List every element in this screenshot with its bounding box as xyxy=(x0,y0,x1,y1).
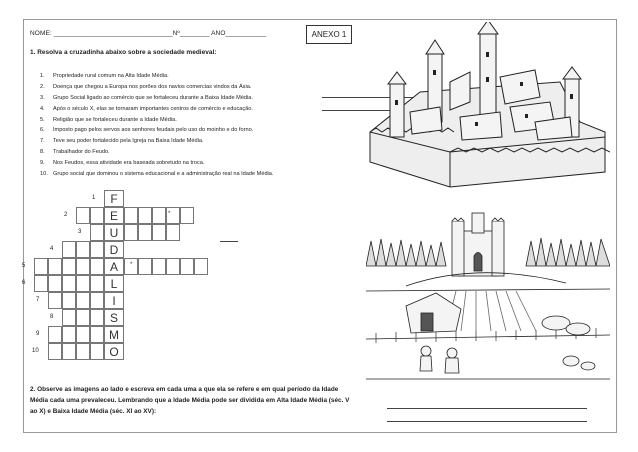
crossword-cell[interactable] xyxy=(48,275,62,292)
crossword-cell[interactable] xyxy=(90,309,104,326)
crossword-key-cell: A xyxy=(104,258,124,275)
crossword-cell[interactable] xyxy=(90,241,104,258)
clue-2: 2. Doença que chegou a Europa nos porões dos navios comercias vindos da Ásia. xyxy=(40,83,252,90)
name-line[interactable]: NOME: ________________________________Nº________ ANO___________ xyxy=(30,30,267,37)
walled-city-illustration xyxy=(360,22,610,190)
crossword-row-number: 10 xyxy=(32,348,39,354)
crossword-key-cell: F xyxy=(104,190,124,207)
anexo-label: ANEXO 1 xyxy=(306,25,352,44)
exercise-2-text: 2. Observe as imagens ao lado e escreva em cada uma a que ela se refere e em qual período da Idade Média cada uma prevaleceu. Lembrando que a Idade Média pode ser dividida em Alta Idade Média (séc. V ao X) e Baixa Idade Média (séc. XI ao XV): xyxy=(30,386,350,415)
crossword-cell[interactable] xyxy=(166,258,180,275)
crossword-cell[interactable] xyxy=(62,326,76,343)
crossword-key-cell: U xyxy=(104,224,124,241)
crossword-cell[interactable] xyxy=(138,224,152,241)
crossword-cell[interactable] xyxy=(62,292,76,309)
crossword-cell[interactable] xyxy=(62,309,76,326)
clue-list xyxy=(40,71,273,180)
clue-5: 5. Religião que se fortaleceu durante a Idade Média. xyxy=(40,116,177,123)
crossword-cell[interactable] xyxy=(124,224,138,241)
crossword-cell[interactable] xyxy=(138,258,152,275)
crossword-cell[interactable] xyxy=(48,343,62,360)
crossword-cell[interactable] xyxy=(62,241,76,258)
clue-3: 3. Grupo Social ligado ao comércio que se fortaleceu durante a Baixa Idade Média. xyxy=(40,94,253,101)
crossword-row-number: 2 xyxy=(64,212,68,218)
crossword-cell[interactable] xyxy=(48,292,62,309)
crossword-cell[interactable] xyxy=(62,343,76,360)
crossword-cell[interactable] xyxy=(90,292,104,309)
crossword-cell[interactable] xyxy=(180,207,194,224)
crossword-star-mark: * xyxy=(168,211,171,217)
crossword-cell[interactable] xyxy=(152,224,166,241)
crossword-cell[interactable] xyxy=(76,241,90,258)
answer-line-3[interactable] xyxy=(387,408,587,409)
crossword-row-number: 4 xyxy=(50,246,54,252)
crossword-cell[interactable] xyxy=(76,275,90,292)
crossword-cell[interactable] xyxy=(34,275,48,292)
crossword-cell[interactable] xyxy=(76,343,90,360)
crossword-row-number: 3 xyxy=(78,229,82,235)
crossword-key-cell: E xyxy=(104,207,124,224)
clue-1: 1. Propriedade rural comum na Alta Idade Média. xyxy=(40,73,169,79)
clue-7: 7. Teve seu poder fortalecido pela Igreja na Baixa Idade Média. xyxy=(40,138,204,145)
crossword-cell[interactable] xyxy=(152,258,166,275)
crossword-row-number: 8 xyxy=(50,314,54,320)
crossword-cell[interactable] xyxy=(34,258,48,275)
crossword-key-cell: S xyxy=(104,309,124,326)
crossword-cell[interactable] xyxy=(76,207,90,224)
crossword-cell[interactable] xyxy=(138,207,152,224)
crossword-cell[interactable] xyxy=(180,258,194,275)
crossword-extra-line xyxy=(220,241,238,242)
crossword-row-number: 5 xyxy=(22,263,26,269)
crossword-cell[interactable] xyxy=(194,258,208,275)
crossword-cell[interactable] xyxy=(76,258,90,275)
feudal-manor-illustration xyxy=(366,211,610,381)
crossword-cell[interactable] xyxy=(48,258,62,275)
clue-6: 6. Imposto pago pelos servos aos senhores feudais pelo uso do moinho e do forno. xyxy=(40,127,254,134)
crossword-cell[interactable] xyxy=(90,343,104,360)
clue-9: 9. Nos Feudos, essa atividade era baseada sobretudo na troca. xyxy=(40,160,205,167)
crossword-cell[interactable] xyxy=(90,207,104,224)
crossword-key-cell: L xyxy=(104,275,124,292)
crossword-row-number: 1 xyxy=(92,195,96,201)
clue-10: 10. Grupo social que dominou o sistema educacional e a administração real na Idade Média. xyxy=(40,171,274,178)
crossword-cell[interactable] xyxy=(90,224,104,241)
crossword-row-number: 6 xyxy=(22,280,26,286)
crossword-row-number: 9 xyxy=(36,331,40,337)
exercise-1-title: 1. Resolva a cruzadinha abaixo sobre a sociedade medieval: xyxy=(30,49,217,56)
crossword-cell[interactable] xyxy=(48,326,62,343)
crossword-key-cell: M xyxy=(104,326,124,343)
crossword-cell[interactable] xyxy=(62,275,76,292)
crossword-cell[interactable] xyxy=(76,292,90,309)
crossword-cell[interactable] xyxy=(152,207,166,224)
crossword-cell[interactable] xyxy=(166,224,180,241)
crossword-key-cell: O xyxy=(104,343,124,360)
clue-8: 8. Trabalhador do Feudo. xyxy=(40,149,110,156)
answer-line-4[interactable] xyxy=(387,421,587,422)
crossword-cell[interactable] xyxy=(90,258,104,275)
clue-4: 4. Após o século X, elas se tornaram importantes centros de comércio e educação. xyxy=(40,105,253,112)
crossword-cell[interactable] xyxy=(90,326,104,343)
crossword-star-mark: * xyxy=(130,262,133,268)
crossword-cell[interactable] xyxy=(90,275,104,292)
crossword-key-cell: I xyxy=(104,292,124,309)
crossword-cell[interactable] xyxy=(76,326,90,343)
crossword-cell[interactable] xyxy=(124,207,138,224)
crossword-cell[interactable] xyxy=(62,258,76,275)
crossword-cell[interactable] xyxy=(76,309,90,326)
crossword-row-number: 7 xyxy=(36,297,40,303)
crossword-key-cell: D xyxy=(104,241,124,258)
